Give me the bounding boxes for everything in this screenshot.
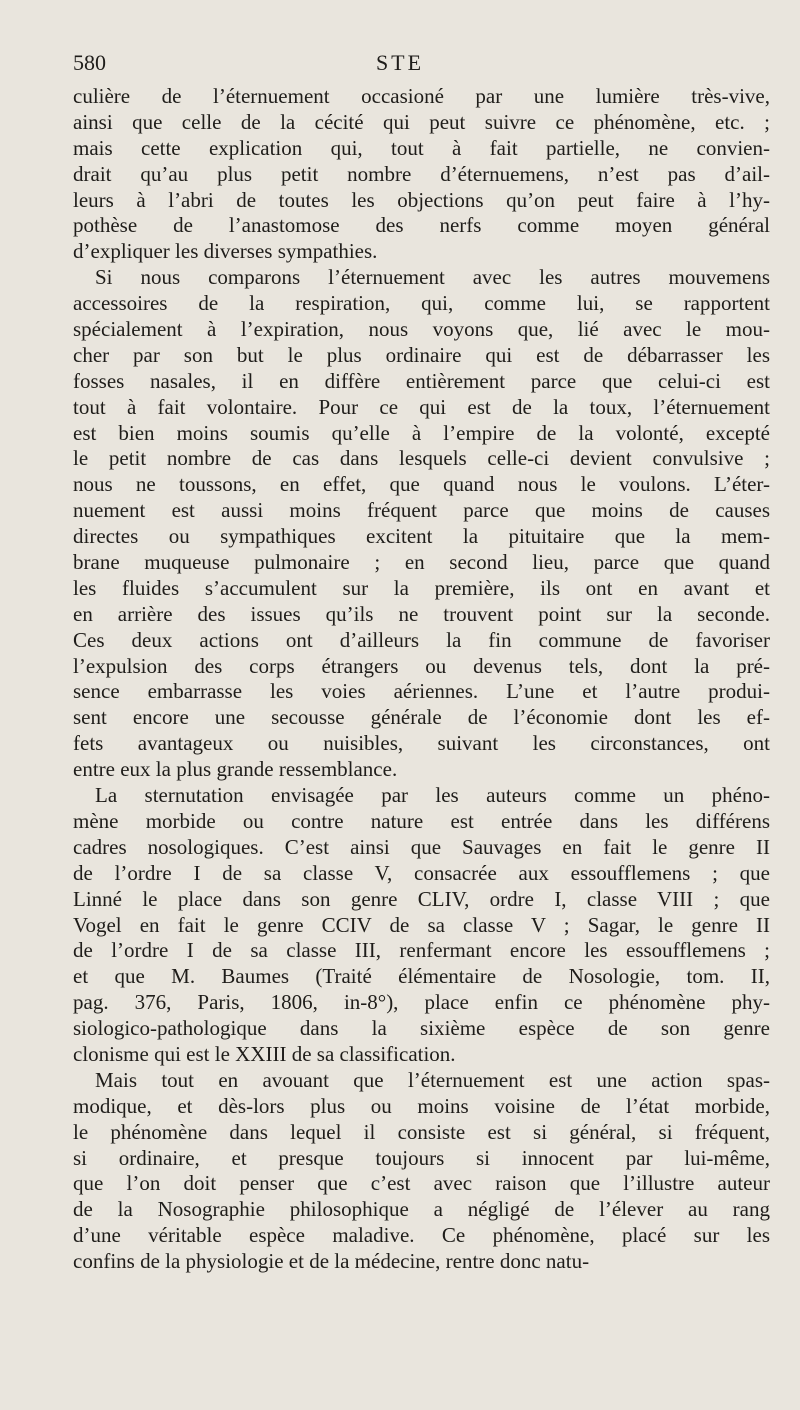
text-line: le phénomène dans lequel il consiste est si général, si fréquent,: [73, 1119, 770, 1144]
text-line: Vogel en fait le genre CCIV de sa classe V ; Sagar, le genre II: [73, 912, 770, 937]
text-line: Ces deux actions ont d’ailleurs la fin commune de favoriser: [73, 627, 770, 652]
text-line: nuement est aussi moins fréquent parce que moins de causes: [73, 498, 770, 523]
text-line: Linné le place dans son genre CLIV, ordre I, classe VIII ; que: [73, 886, 770, 911]
text-line: entre eux la plus grande ressemblance.: [73, 757, 398, 782]
text-line: fets avantageux ou nuisibles, suivant les circonstances, ont: [73, 731, 770, 756]
paragraph: [73, 84, 770, 265]
text-line: que l’on doit penser que c’est avec raison que l’illustre auteur: [73, 1171, 770, 1196]
text-line: de l’ordre I de sa classe V, consacrée aux essoufflemens ; que: [73, 860, 770, 885]
running-title: STE: [375, 50, 425, 75]
text-line: nous ne toussons, en effet, que quand nous le voulons. L’éter-: [73, 472, 770, 497]
text-line: Mais tout en avouant que l’éternuement est une action spas-: [95, 1067, 770, 1092]
text-line: d’expliquer les diverses sympathies.: [73, 239, 378, 264]
text-line: de l’ordre I de sa classe III, renfermant encore les essoufflemens ;: [73, 938, 770, 963]
text-line: tout à fait volontaire. Pour ce qui est de la toux, l’éternuement: [73, 394, 770, 419]
text-line: drait qu’au plus petit nombre d’éternuemens, n’est pas d’ail-: [73, 161, 770, 186]
body-text: [73, 84, 770, 1275]
text-line: modique, et dès-lors plus ou moins voisine de l’état morbide,: [73, 1093, 770, 1118]
text-line: confins de la physiologie et de la médecine, rentre donc natu-: [73, 1249, 590, 1274]
text-line: clonisme qui est le XXIII de sa classification.: [73, 1041, 456, 1066]
text-line: siologico-pathologique dans la sixième espèce de son genre: [73, 1016, 770, 1041]
text-line: spécialement à l’expiration, nous voyons que, lié avec le mou-: [73, 317, 770, 342]
text-line: mène morbide ou contre nature est entrée dans les différens: [73, 808, 770, 833]
text-line: est bien moins soumis qu’elle à l’empire de la volonté, excepté: [73, 420, 770, 445]
text-line: les fluides s’accumulent sur la première, ils ont en avant et: [73, 575, 770, 600]
paragraph: [73, 265, 770, 783]
paragraph: [73, 1068, 770, 1275]
text-line: Si nous comparons l’éternuement avec les autres mouvemens: [95, 265, 770, 290]
text-line: sent encore une secousse générale de l’économie dont les ef-: [73, 705, 770, 730]
text-line: leurs à l’abri de toutes les objections qu’on peut faire à l’hy-: [73, 187, 770, 212]
text-line: sence embarrasse les voies aériennes. L’une et l’autre produi-: [73, 679, 770, 704]
text-line: le petit nombre de cas dans lesquels celle-ci devient convulsive ;: [73, 446, 770, 471]
text-line: d’une véritable espèce maladive. Ce phénomène, placé sur les: [73, 1223, 770, 1248]
text-line: fosses nasales, il en diffère entièrement parce que celui-ci est: [73, 368, 770, 393]
text-line: de la Nosographie philosophique a négligé de l’élever au rang: [73, 1197, 770, 1222]
text-line: brane muqueuse pulmonaire ; en second lieu, parce que quand: [73, 550, 770, 575]
text-line: et que M. Baumes (Traité élémentaire de Nosologie, tom. II,: [73, 964, 770, 989]
text-line: mais cette explication qui, tout à fait partielle, ne convien-: [73, 135, 770, 160]
text-line: La sternutation envisagée par les auteurs comme un phéno-: [95, 783, 770, 808]
text-line: accessoires de la respiration, qui, comme lui, se rapportent: [73, 291, 770, 316]
text-line: directes ou sympathiques excitent la pituitaire que la mem-: [73, 524, 770, 549]
paragraph: [73, 783, 770, 1068]
page-number: 580: [73, 50, 106, 75]
text-line: pothèse de l’anastomose des nerfs comme moyen général: [73, 213, 770, 238]
text-line: ainsi que celle de la cécité qui peut suivre ce phénomène, etc. ;: [73, 109, 770, 134]
text-line: si ordinaire, et presque toujours si innocent par lui-même,: [73, 1145, 770, 1170]
text-line: en arrière des issues qu’ils ne trouvent point sur la seconde.: [73, 601, 770, 626]
text-line: l’expulsion des corps étrangers ou devenus tels, dont la pré-: [73, 653, 770, 678]
text-line: culière de l’éternuement occasioné par une lumière très-vive,: [73, 84, 770, 108]
text-line: cadres nosologiques. C’est ainsi que Sauvages en fait le genre II: [73, 834, 770, 859]
text-line: pag. 376, Paris, 1806, in-8°), place enfin ce phénomène phy-: [73, 990, 770, 1015]
text-line: cher par son but le plus ordinaire qui est de débarrasser les: [73, 342, 770, 367]
running-head: [0, 50, 800, 80]
